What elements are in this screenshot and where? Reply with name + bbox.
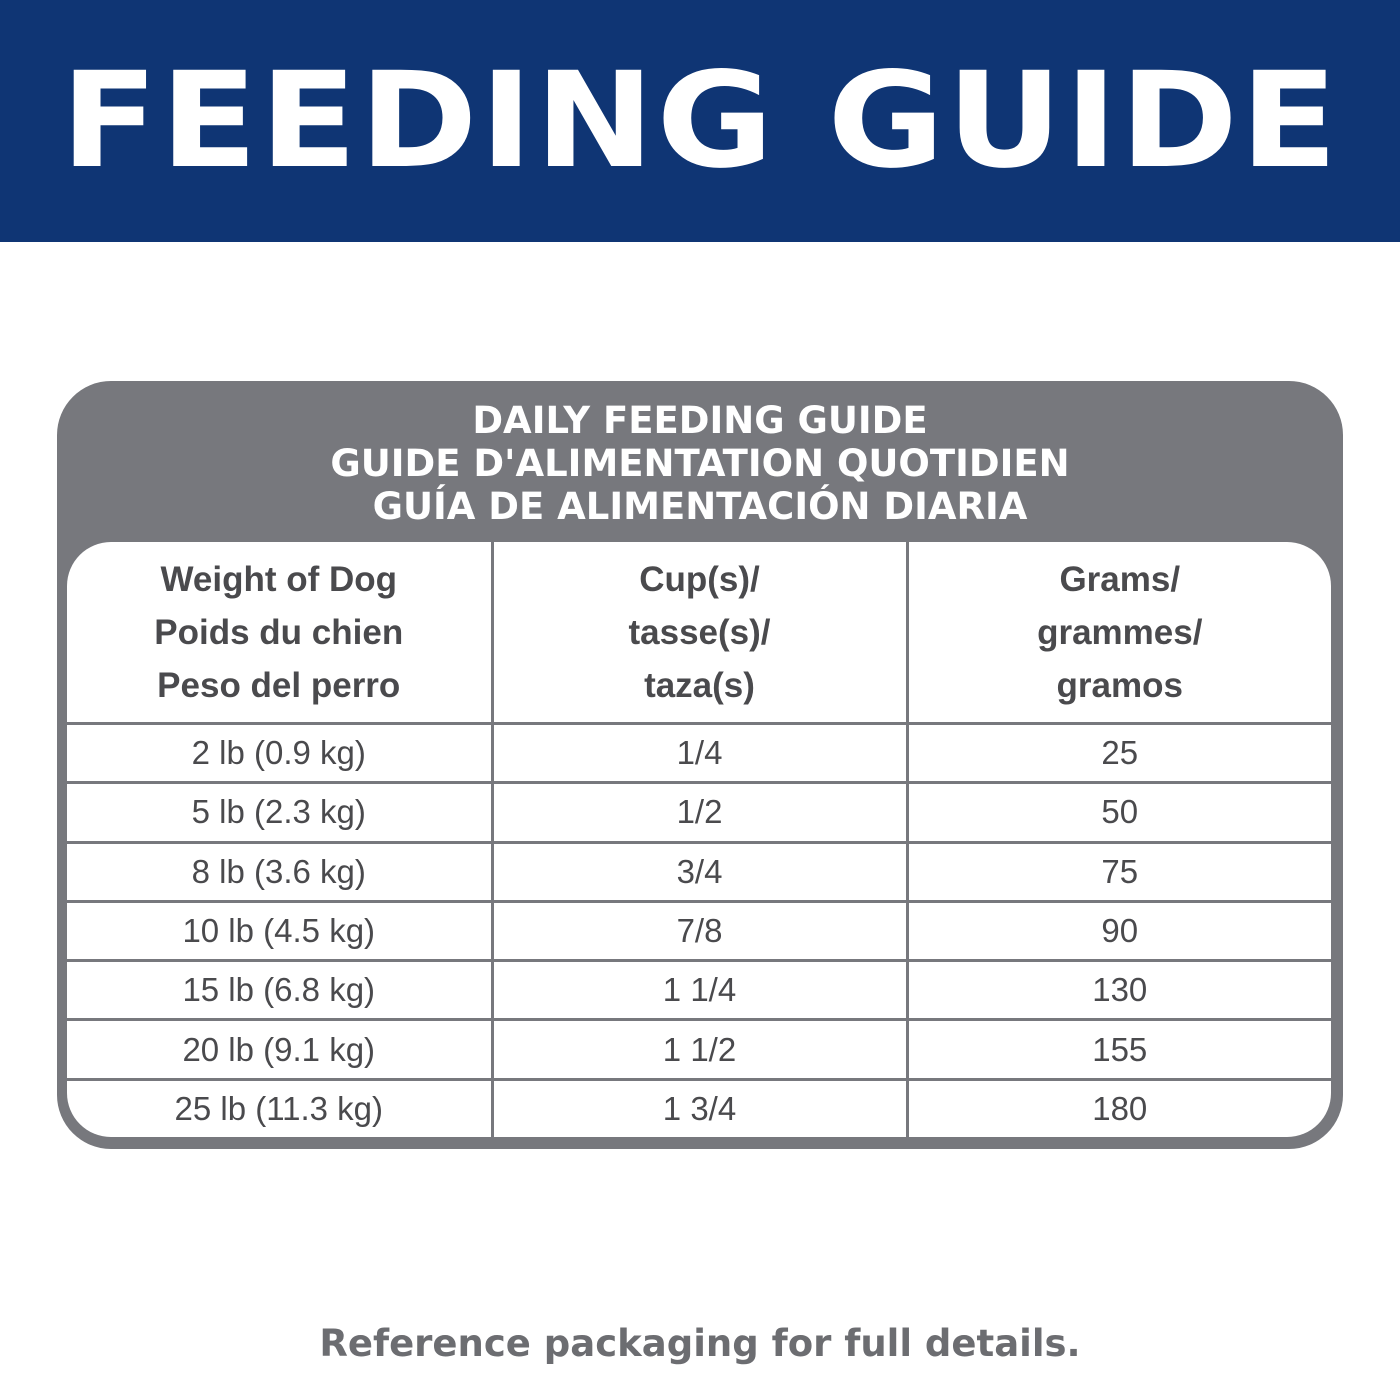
cups-cell: 1 3/4 <box>492 1079 907 1137</box>
weight-cell: 15 lb (6.8 kg) <box>67 961 492 1020</box>
grams-cell: 50 <box>907 783 1331 842</box>
card-title-spanish: GUÍA DE ALIMENTACIÓN DIARIA <box>372 485 1028 528</box>
table-row <box>67 783 1331 842</box>
header-line: grammes/ <box>1037 612 1203 652</box>
table-row <box>67 1020 1331 1079</box>
table-row <box>67 901 1331 960</box>
table-row <box>67 961 1331 1020</box>
weight-cell: 2 lb (0.9 kg) <box>67 724 492 783</box>
column-header-weight <box>67 542 492 724</box>
header-line: tasse(s)/ <box>628 612 771 652</box>
weight-cell: 5 lb (2.3 kg) <box>67 783 492 842</box>
grams-cell: 155 <box>907 1020 1331 1079</box>
cups-cell: 1 1/2 <box>492 1020 907 1079</box>
weight-cell: 25 lb (11.3 kg) <box>67 1079 492 1137</box>
feeding-guide-card <box>57 381 1343 1149</box>
page-title: FEEDING GUIDE <box>60 44 1340 198</box>
column-header-cups <box>492 542 907 724</box>
card-title-english: DAILY FEEDING GUIDE <box>472 399 928 442</box>
header-line: Grams/ <box>1059 559 1181 599</box>
weight-cell: 8 lb (3.6 kg) <box>67 842 492 901</box>
table-row <box>67 842 1331 901</box>
card-title-french: GUIDE D'ALIMENTATION QUOTIDIEN <box>330 442 1070 485</box>
grams-cell: 25 <box>907 724 1331 783</box>
grams-cell: 130 <box>907 961 1331 1020</box>
cups-cell: 1 1/4 <box>492 961 907 1020</box>
header-line: Weight of Dog <box>160 559 398 599</box>
grams-cell: 90 <box>907 901 1331 960</box>
footer-note: Reference packaging for full details. <box>319 1322 1081 1365</box>
header-line: Cup(s)/ <box>639 559 760 599</box>
header-banner <box>0 0 1400 242</box>
table-body <box>67 724 1331 1138</box>
cups-cell: 3/4 <box>492 842 907 901</box>
header-line: Poids du chien <box>154 612 404 652</box>
table-header-row <box>67 542 1331 724</box>
table-row <box>67 724 1331 783</box>
header-line: gramos <box>1056 665 1183 705</box>
feeding-table-container <box>67 542 1331 1137</box>
grams-cell: 180 <box>907 1079 1331 1137</box>
grams-cell: 75 <box>907 842 1331 901</box>
cups-cell: 7/8 <box>492 901 907 960</box>
cups-cell: 1/4 <box>492 724 907 783</box>
header-line: Peso del perro <box>157 665 401 705</box>
header-line: taza(s) <box>644 665 755 705</box>
weight-cell: 10 lb (4.5 kg) <box>67 901 492 960</box>
table-row <box>67 1079 1331 1137</box>
card-title <box>57 399 1343 528</box>
weight-cell: 20 lb (9.1 kg) <box>67 1020 492 1079</box>
column-header-grams <box>907 542 1331 724</box>
feeding-table <box>67 542 1331 1137</box>
cups-cell: 1/2 <box>492 783 907 842</box>
